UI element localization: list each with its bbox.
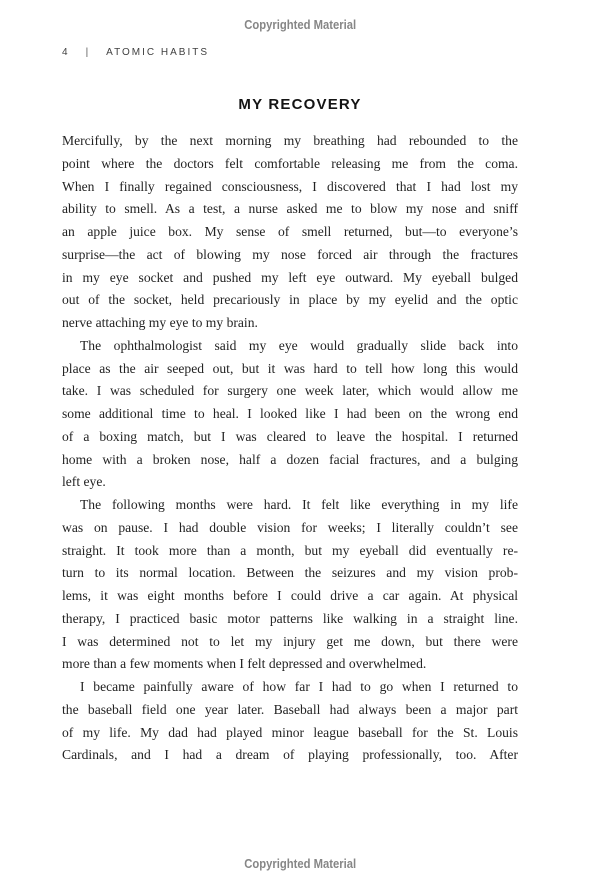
text-line: of a boxing match, but I was cleared to leave the hospital. I returned: [62, 428, 518, 444]
text-line: ability to smell. As a test, a nurse asked me to blow my nose and sniff: [62, 201, 518, 217]
text-line: I was determined not to let my injury get me down, but there were: [62, 633, 518, 649]
page-number: 4: [62, 47, 70, 58]
text-line: more than a few moments when I felt depressed and overwhelmed.: [62, 656, 427, 672]
text-line: the baseball field one year later. Baseball had always been a major part: [62, 701, 518, 717]
text-line: was on pause. I had double vision for weeks; I literally couldn’t see: [62, 519, 518, 535]
copyright-banner-bottom: [0, 855, 600, 873]
text-line: straight. It took more than a month, but my eyeball did eventually re-: [62, 542, 518, 558]
text-line: turn to its normal location. Between the seizures and my vision prob-: [62, 565, 518, 581]
section-heading: MY RECOVERY: [238, 96, 362, 113]
text-line: Cardinals, and I had a dream of playing professionally, too. After: [62, 747, 518, 763]
text-line: The following months were hard. It felt like everything in my life: [80, 497, 518, 512]
text-line: surprise—the act of blowing my nose forced air through the fractures: [62, 246, 518, 262]
paragraph: [62, 676, 518, 767]
text-line: an apple juice box. My sense of smell returned, but—to everyone’s: [62, 224, 518, 239]
text-line: place as the air seeped out, but it was hard to tell how long this would: [62, 360, 518, 376]
paragraph: [62, 494, 518, 676]
text-line: take. I was scheduled for surgery one week later, which would allow me: [62, 383, 518, 399]
text-line: left eye.: [62, 474, 106, 490]
running-header: [62, 47, 209, 58]
text-line: in my eye socket and pushed my left eye outward. My eyeball bulged: [62, 269, 518, 285]
text-line: Mercifully, by the next morning my breathing had rebounded to the: [62, 133, 518, 148]
text-line: The ophthalmologist said my eye would gradually slide back into: [80, 337, 518, 353]
text-line: therapy, I practiced basic motor patterns like walking in a straight line.: [62, 610, 518, 626]
copyright-banner-bottom-label: Copyrighted Material: [244, 857, 356, 871]
text-line: of my life. My dad had played minor league baseball for the St. Louis: [62, 724, 518, 740]
text-line: I became painfully aware of how far I had to go when I returned to: [80, 679, 518, 694]
paragraph: [62, 335, 518, 494]
text-line: point where the doctors felt comfortable releasing me from the coma.: [62, 155, 518, 171]
copyright-banner-top: [0, 16, 600, 34]
text-line: lems, it was eight months before I could drive a car again. At physical: [62, 588, 518, 603]
book-title: ATOMIC HABITS: [106, 47, 210, 58]
copyright-banner-top-label: Copyrighted Material: [244, 18, 356, 32]
text-line: some additional time to heal. I looked like I had been on the wrong end: [62, 406, 518, 421]
body-text: [62, 130, 518, 767]
header-divider: |: [85, 47, 91, 58]
text-line: When I finally regained consciousness, I discovered that I had lost my: [62, 178, 518, 194]
paragraph: [62, 130, 518, 335]
text-line: out of the socket, held precariously in place by my eyelid and the optic: [62, 292, 518, 308]
text-line: home with a broken nose, half a dozen facial fractures, and a bulging: [62, 451, 518, 467]
text-line: nerve attaching my eye to my brain.: [62, 315, 258, 330]
